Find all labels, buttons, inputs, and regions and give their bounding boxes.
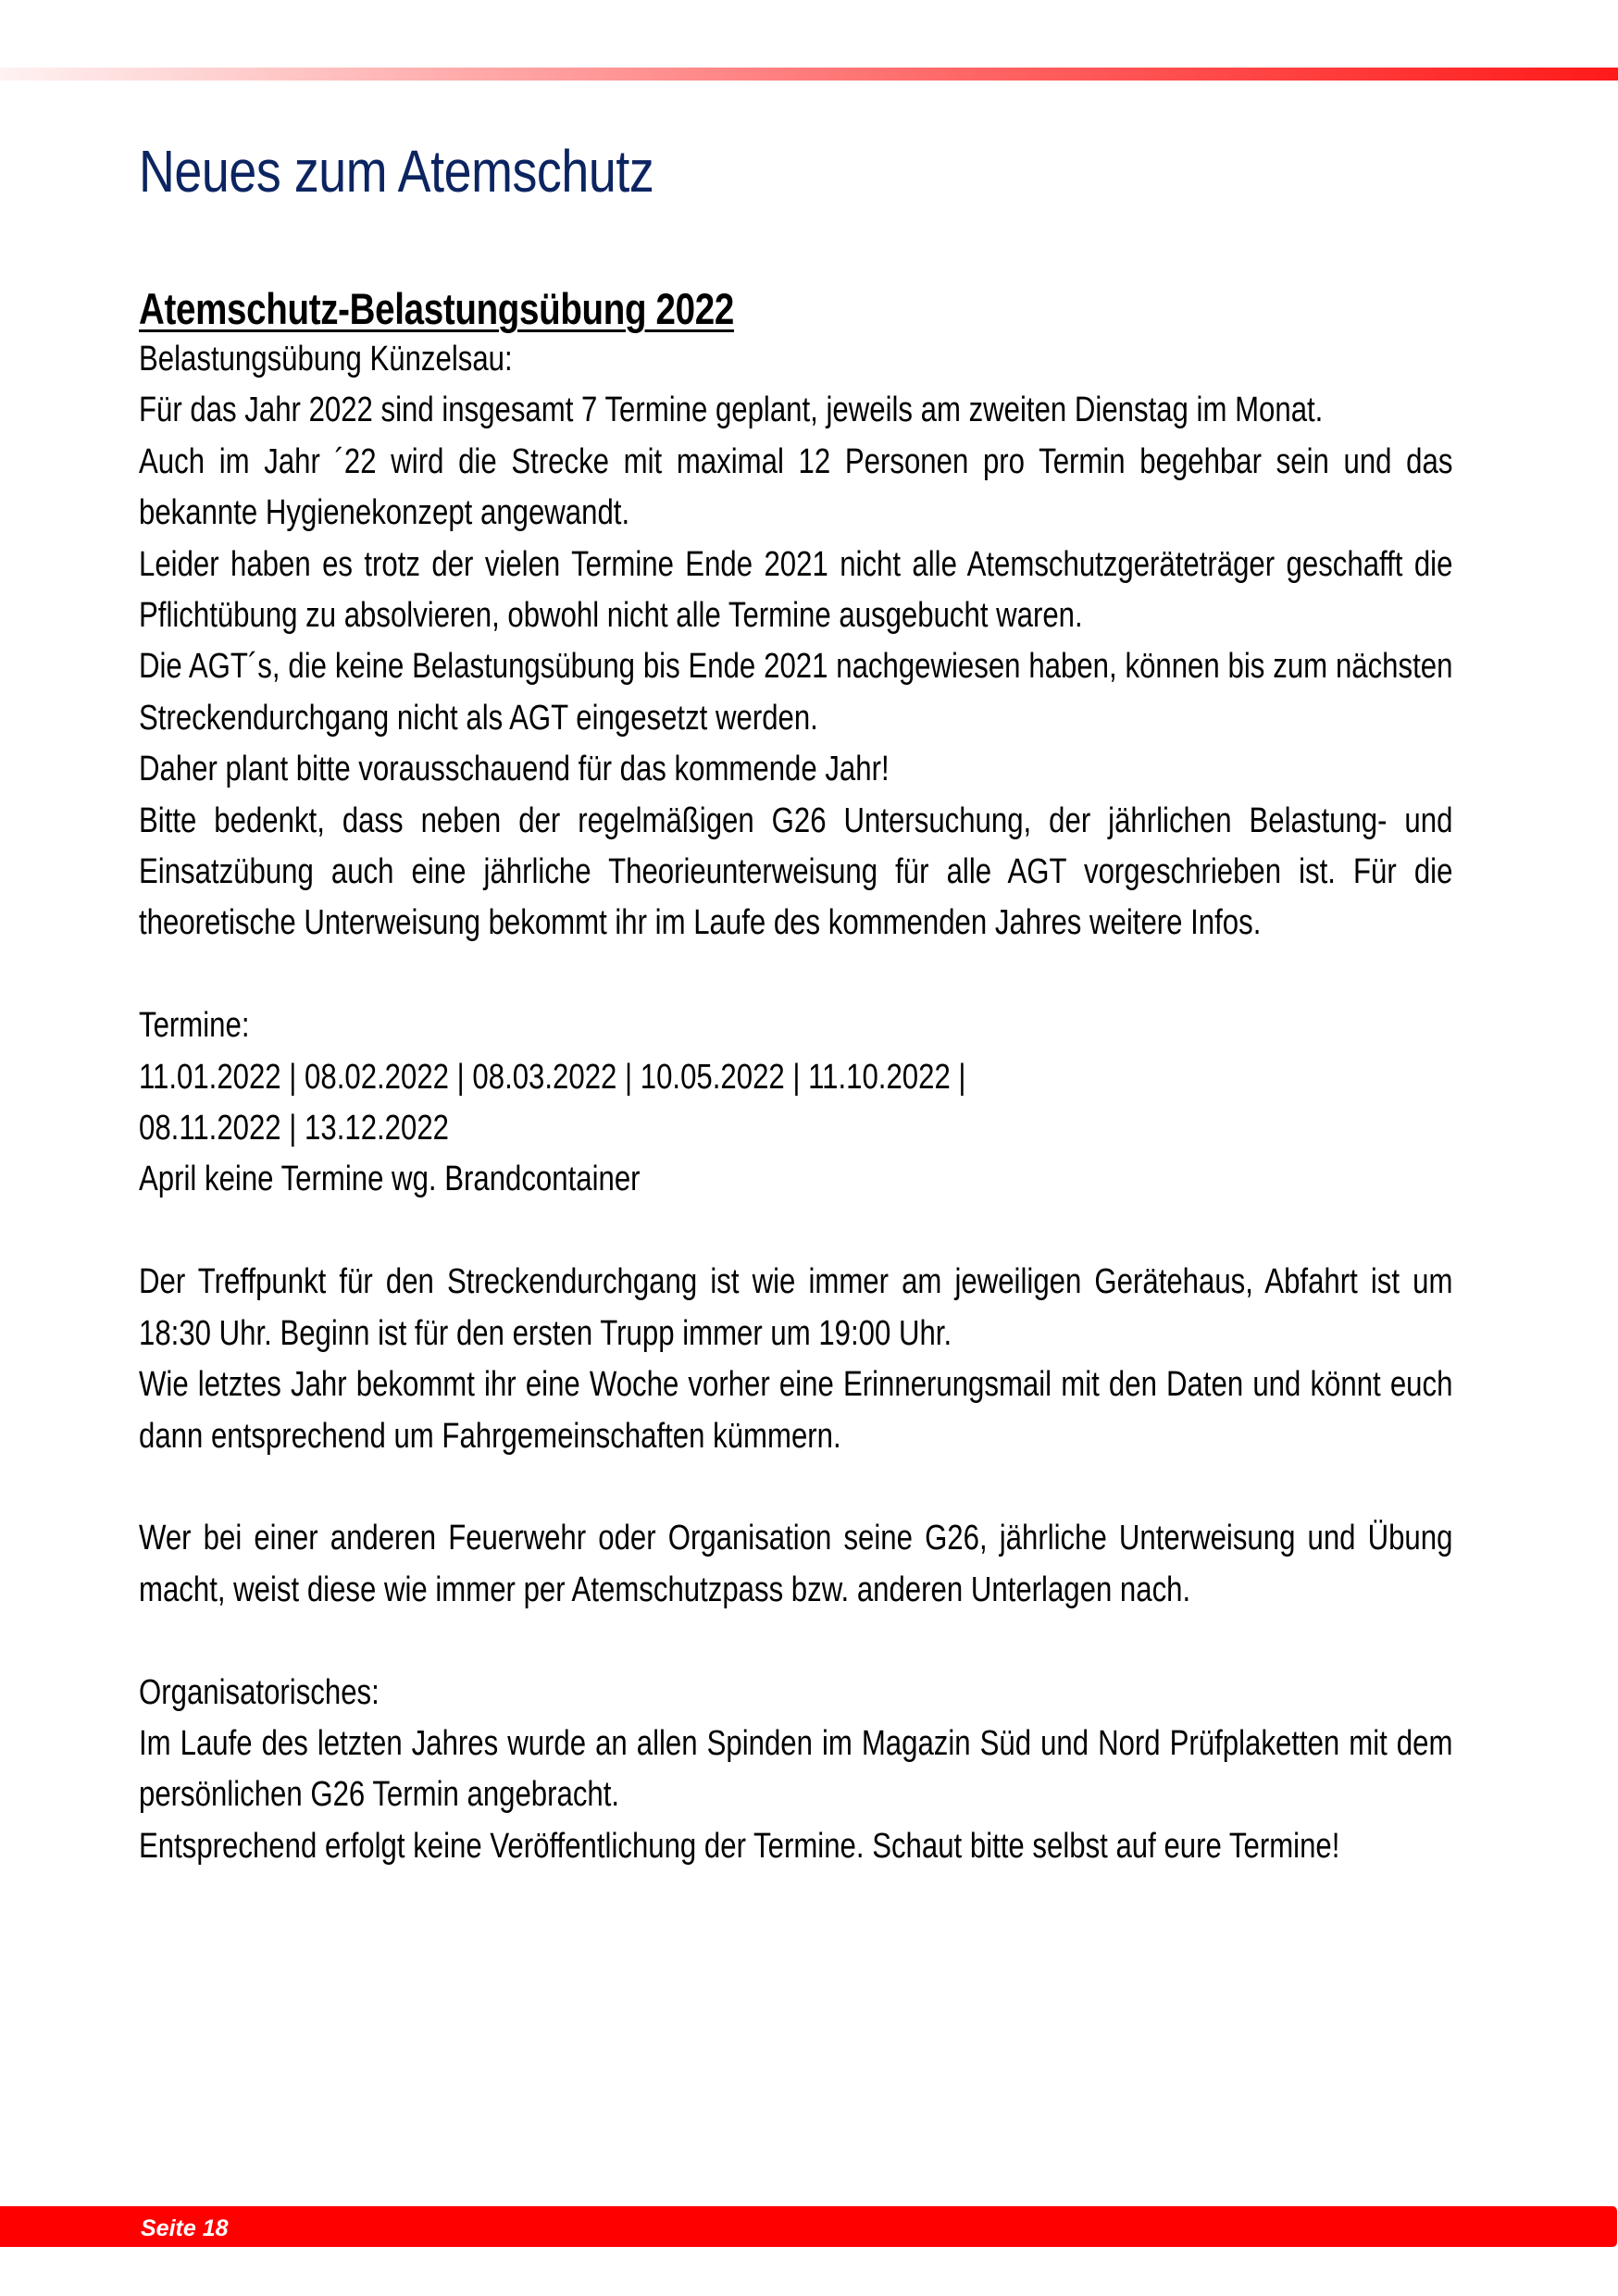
- spacer: [139, 1616, 1452, 1667]
- paragraph: Der Treffpunkt für den Streckendurchgang ist wie immer am jeweiligen Gerätehaus, Abfahrt ist um 18:30 Uhr. Beginn ist für den ersten Trupp immer um 19:00 Uhr.: [139, 1262, 1453, 1353]
- article-heading: Atemschutz-Belastungsübung 2022: [139, 284, 734, 333]
- intro-label: Belastungsübung Künzelsau:: [139, 340, 513, 379]
- title-wrapper: [139, 137, 839, 205]
- paragraph: Im Laufe des letzten Jahres wurde an allen Spinden im Magazin Süd und Nord Prüfplaketten mit dem persönlichen G26 Termin angebracht.: [139, 1723, 1453, 1815]
- paragraph: Wer bei einer anderen Feuerwehr oder Organisation seine G26, jährliche Unterweisung und Übung macht, weist diese wie immer per Atemschutzpass bzw. anderen Unterlagen nach.: [139, 1519, 1453, 1609]
- dates-line: 08.11.2022 | 13.12.2022: [139, 1109, 450, 1148]
- header-accent-bar: [0, 68, 1618, 81]
- spacer: [139, 1206, 1452, 1257]
- footer-bar: [0, 2206, 1617, 2247]
- article-body: [139, 334, 1452, 1872]
- paragraph: Daher plant bitte vorausschauend für das kommende Jahr!: [139, 750, 890, 789]
- dates-label: Termine:: [139, 1006, 250, 1046]
- page-number: Seite 18: [141, 2215, 229, 2241]
- dates-note: April keine Termine wg. Brandcontainer: [139, 1160, 641, 1199]
- page-title: Neues zum Atemschutz: [139, 138, 654, 205]
- paragraph: Auch im Jahr ´22 wird die Strecke mit maximal 12 Personen pro Termin begehbar sein und das bekannte Hygienekonzept angewandt.: [139, 441, 1453, 533]
- paragraph: Die AGT´s, die keine Belastungsübung bis Ende 2021 nachgewiesen haben, können bis zum nächsten Streckendurchgang nicht als AGT eingesetzt werden.: [139, 647, 1453, 738]
- paragraph: Bitte bedenkt, dass neben der regelmäßigen G26 Untersuchung, der jährlichen Belastung- und Einsatzübung auch eine jährliche Theorieunterweisung für alle AGT vorgeschrieben ist. Für die theoretische Unterweisung bekommt ihr im Laufe des kommenden Jahres weitere Infos.: [139, 800, 1453, 943]
- paragraph: Für das Jahr 2022 sind insgesamt 7 Termine geplant, jeweils am zweiten Dienstag im Monat.: [139, 391, 1324, 430]
- spacer: [139, 949, 1452, 1000]
- org-label: Organisatorisches:: [139, 1672, 380, 1712]
- paragraph: Leider haben es trotz der vielen Termine Ende 2021 nicht alle Atemschutzgeräteträger geschafft die Pflichtübung zu absolvieren, obwohl nicht alle Termine ausgebucht waren.: [139, 544, 1453, 636]
- dates-line: 11.01.2022 | 08.02.2022 | 08.03.2022 | 10.05.2022 | 11.10.2022 |: [139, 1057, 966, 1097]
- paragraph: Wie letztes Jahr bekommt ihr eine Woche vorher eine Erinnerungsmail mit den Daten und könnt euch dann entsprechend um Fahrgemeinschaften kümmern.: [139, 1365, 1453, 1456]
- article-content: [139, 283, 1452, 1872]
- paragraph: Entsprechend erfolgt keine Veröffentlichung der Termine. Schaut bitte selbst auf eure Termine!: [139, 1826, 1340, 1866]
- spacer: [139, 1462, 1452, 1513]
